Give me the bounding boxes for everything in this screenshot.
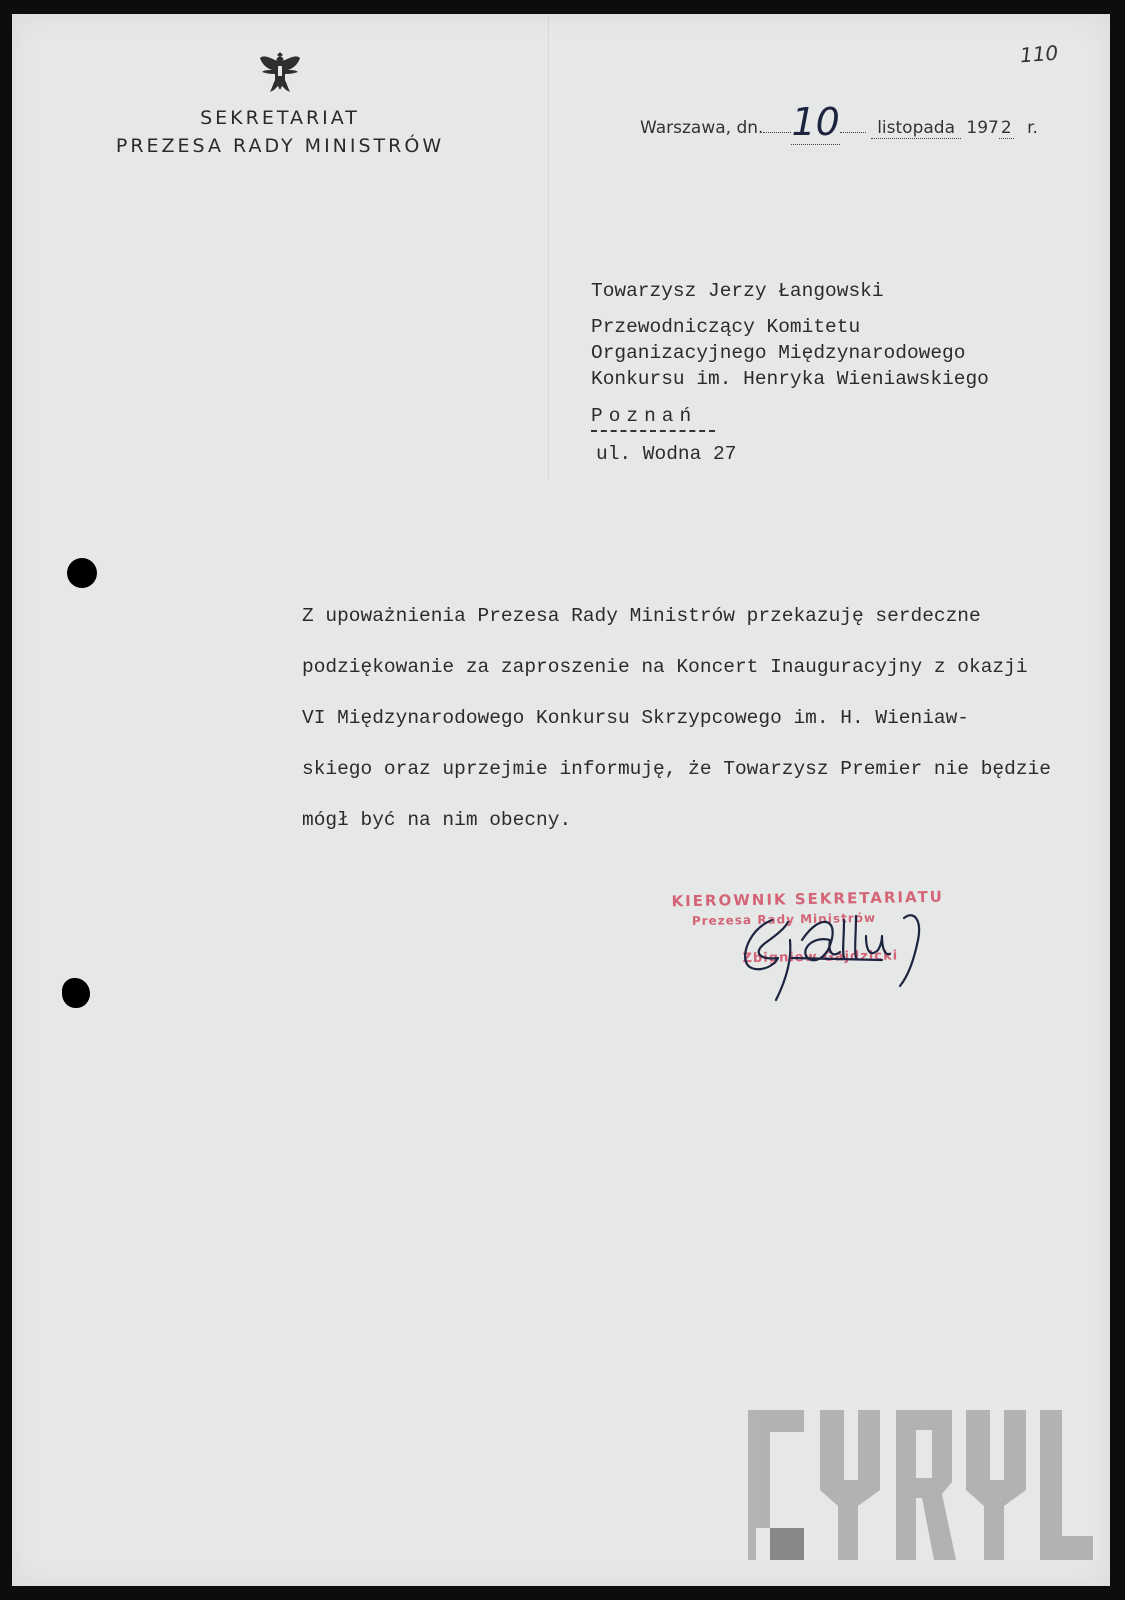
letter-body	[302, 591, 1082, 846]
stamp-line3: Zbigniew Gajdzicki	[742, 948, 899, 967]
letterhead-line1: SEKRETARIAT	[200, 107, 360, 129]
recipient-title-line2: Organizacyjnego Międzynarodowego	[591, 342, 966, 364]
punch-hole	[62, 978, 90, 1008]
date-dots	[763, 132, 791, 133]
page-number: 110	[1019, 40, 1059, 68]
recipient-salutation: Towarzysz Jerzy Łangowski	[591, 280, 884, 302]
stamp-line1: KIEROWNIK SEKRETARIATU	[671, 887, 945, 911]
date-year-digit: 2	[1000, 118, 1012, 138]
body-line: podziękowanie za zaproszenie na Koncert Inauguracyjny z okazji	[302, 656, 1028, 678]
date-day: 10	[791, 100, 840, 144]
cyryl-watermark	[748, 1410, 1093, 1560]
recipient-city: Poznań	[591, 405, 698, 427]
body-line: mógł być na nim obecny.	[302, 809, 572, 831]
stamp-line2: Prezesa Rady Ministrów	[691, 910, 877, 929]
date-year-prefix: 197	[966, 118, 999, 138]
date-prefix: Warszawa, dn.	[640, 118, 764, 138]
body-line: skiego oraz uprzejmie informuję, że Towarzysz Premier nie będzie	[302, 758, 1051, 780]
date-dots	[840, 132, 866, 133]
paper-fold-line	[548, 0, 549, 480]
date-month: listopada	[871, 118, 961, 139]
watermark-text: CYRYL	[748, 1410, 752, 1411]
letterhead	[80, 104, 480, 160]
recipient-title-line3: Konkursu im. Henryka Wieniawskiego	[591, 368, 989, 390]
date-line	[640, 98, 1038, 143]
letterhead-line2: PREZESA RADY MINISTRÓW	[115, 135, 445, 157]
eagle-emblem-icon	[258, 48, 302, 94]
date-suffix: r.	[1027, 118, 1038, 138]
recipient-street: ul. Wodna 27	[596, 443, 737, 465]
city-underline	[591, 430, 715, 432]
recipient-address	[591, 278, 989, 392]
signature-icon	[732, 900, 962, 1010]
punch-hole	[67, 558, 97, 588]
body-line: Z upoważnienia Prezesa Rady Ministrów przekazuję serdeczne	[302, 605, 981, 627]
body-line: VI Międzynarodowego Konkursu Skrzypcowego im. H. Wieniaw-	[302, 707, 970, 729]
recipient-title-line1: Przewodniczący Komitetu	[591, 316, 861, 338]
